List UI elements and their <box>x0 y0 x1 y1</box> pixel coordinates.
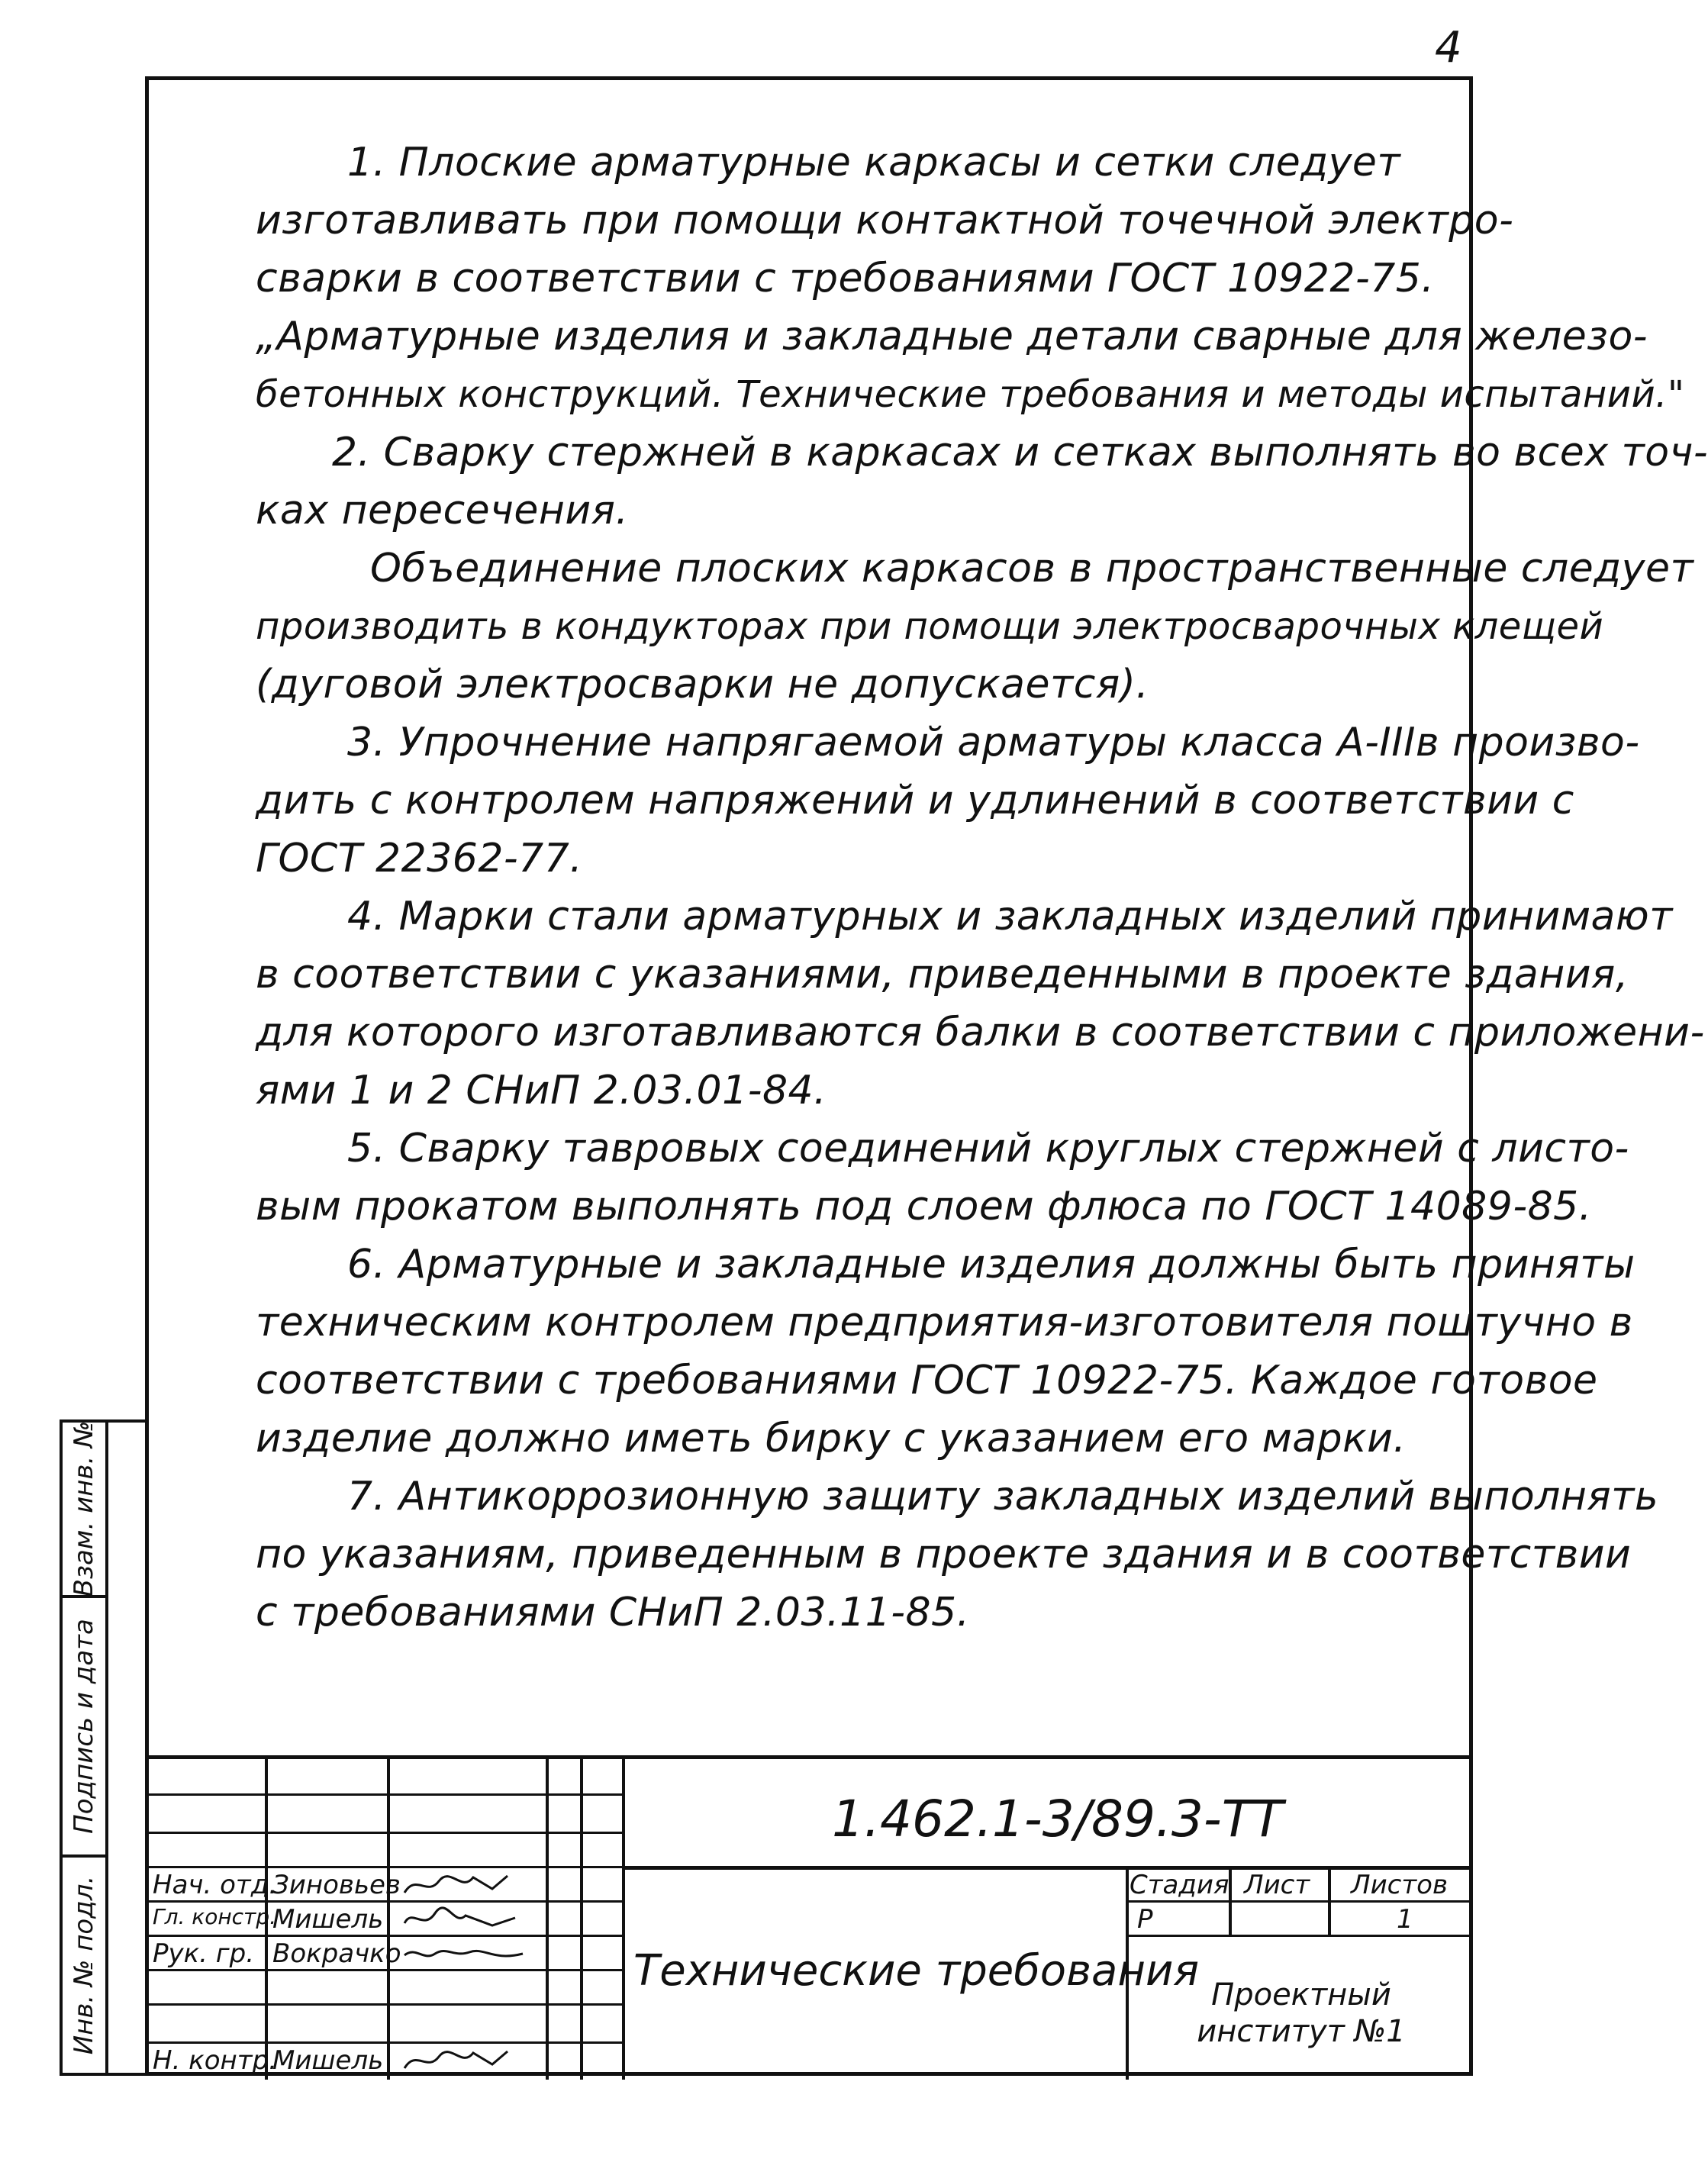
note-line: 5. Сварку тавровых соединений круглых стержней с листо- <box>347 1126 1629 1171</box>
note-line: соответствии с требованиями ГОСТ 10922-75. Каждое готовое <box>256 1358 1598 1403</box>
signature-scribble <box>401 1938 538 1969</box>
staff-role: Н. контр. <box>153 2045 277 2076</box>
note-line: „Арматурные изделия и закладные детали сварные для железо- <box>256 314 1648 359</box>
page-number: 4 <box>1435 23 1462 73</box>
note-line: по указаниям, приведенным в проекте здания и в соответствии <box>256 1532 1632 1577</box>
replaces-inv-label: Взам. инв. № <box>69 1420 99 1597</box>
note-line: производить в кондукторах при помощи электросварочных клещей <box>256 605 1604 648</box>
note-line: в соответствии с указаниями, приведенными в проекте здания, <box>256 952 1629 997</box>
note-line: для которого изготавливаются балки в соответствии с приложени- <box>256 1010 1705 1055</box>
signature-scribble <box>401 1904 538 1935</box>
note-line: 1. Плоские арматурные каркасы и сетки следует <box>347 140 1401 185</box>
staff-role: Нач. отд. <box>153 1870 278 1900</box>
note-line: бетонных конструкций. Технические требования и методы испытаний." <box>256 373 1685 416</box>
note-line: ГОСТ 22362-77. <box>256 836 583 881</box>
stage-value: Р <box>1137 1904 1153 1935</box>
staff-name: Вокрачко <box>272 1938 401 1969</box>
note-line: с требованиями СНиП 2.03.11-85. <box>256 1590 970 1635</box>
note-line: изготавливать при помощи контактной точечной электро- <box>256 198 1514 243</box>
note-line: 7. Антикоррозионную защиту закладных изделий выполнять <box>347 1474 1659 1519</box>
sheets-value: 1 <box>1397 1904 1413 1935</box>
document-title: Технические требования <box>633 1946 1200 1996</box>
title-block <box>145 1755 1473 2076</box>
note-line: ках пересечения. <box>256 488 629 533</box>
note-line: 3. Упрочнение напрягаемой арматуры класса А-IIIв произво- <box>347 720 1640 765</box>
replaces-inv-cell <box>63 1420 105 1598</box>
document-code: 1.462.1-3/89.3-ТТ <box>832 1790 1284 1848</box>
note-line: техническим контролем предприятия-изготовителя поштучно в <box>256 1300 1633 1345</box>
staff-name: Мишель <box>272 2045 384 2076</box>
note-line: 2. Сварку стержней в каркасах и сетках выполнять во всех точ- <box>332 430 1708 475</box>
note-line: вым прокатом выполнять под слоем флюса по ГОСТ 14089-85. <box>256 1184 1592 1229</box>
organization: Проектный институт №1 <box>1197 1977 1406 2049</box>
staff-name: Зиновьев <box>272 1870 401 1900</box>
note-line: сварки в соответствии с требованиями ГОСТ 10922-75. <box>256 256 1435 301</box>
margin-strip <box>60 1419 145 2076</box>
staff-name: Мишель <box>272 1904 384 1935</box>
inv-no-label: Инв. № подл. <box>69 1875 99 2055</box>
staff-role: Гл. констр. <box>153 1904 277 1929</box>
note-line: (дуговой электросварки не допускается). <box>256 662 1149 707</box>
inv-no-cell <box>63 1858 105 2073</box>
staff-role: Рук. гр. <box>153 1938 255 1969</box>
sheets-label: Листов <box>1351 1870 1449 1900</box>
signature-scribble <box>401 1870 538 1900</box>
note-line: дить с контролем напряжений и удлинений в соответствии с <box>256 778 1574 823</box>
note-line: изделие должно иметь бирку с указанием его марки. <box>256 1416 1407 1461</box>
note-line: 6. Арматурные и закладные изделия должны быть приняты <box>347 1242 1635 1287</box>
technical-notes <box>256 134 1708 1642</box>
note-line: 4. Марки стали арматурных и закладных изделий принимают <box>347 894 1673 939</box>
stage-label: Стадия <box>1130 1870 1229 1900</box>
sheet-label: Лист <box>1244 1870 1310 1900</box>
note-line: ями 1 и 2 СНиП 2.03.01-84. <box>256 1068 827 1113</box>
signature-date-cell <box>63 1598 105 1858</box>
signature-date-label: Подпись и дата <box>69 1619 99 1834</box>
strip-divider <box>105 1423 108 2073</box>
signature-scribble <box>401 2045 538 2076</box>
note-line: Объединение плоских каркасов в пространственные следует <box>370 546 1694 591</box>
